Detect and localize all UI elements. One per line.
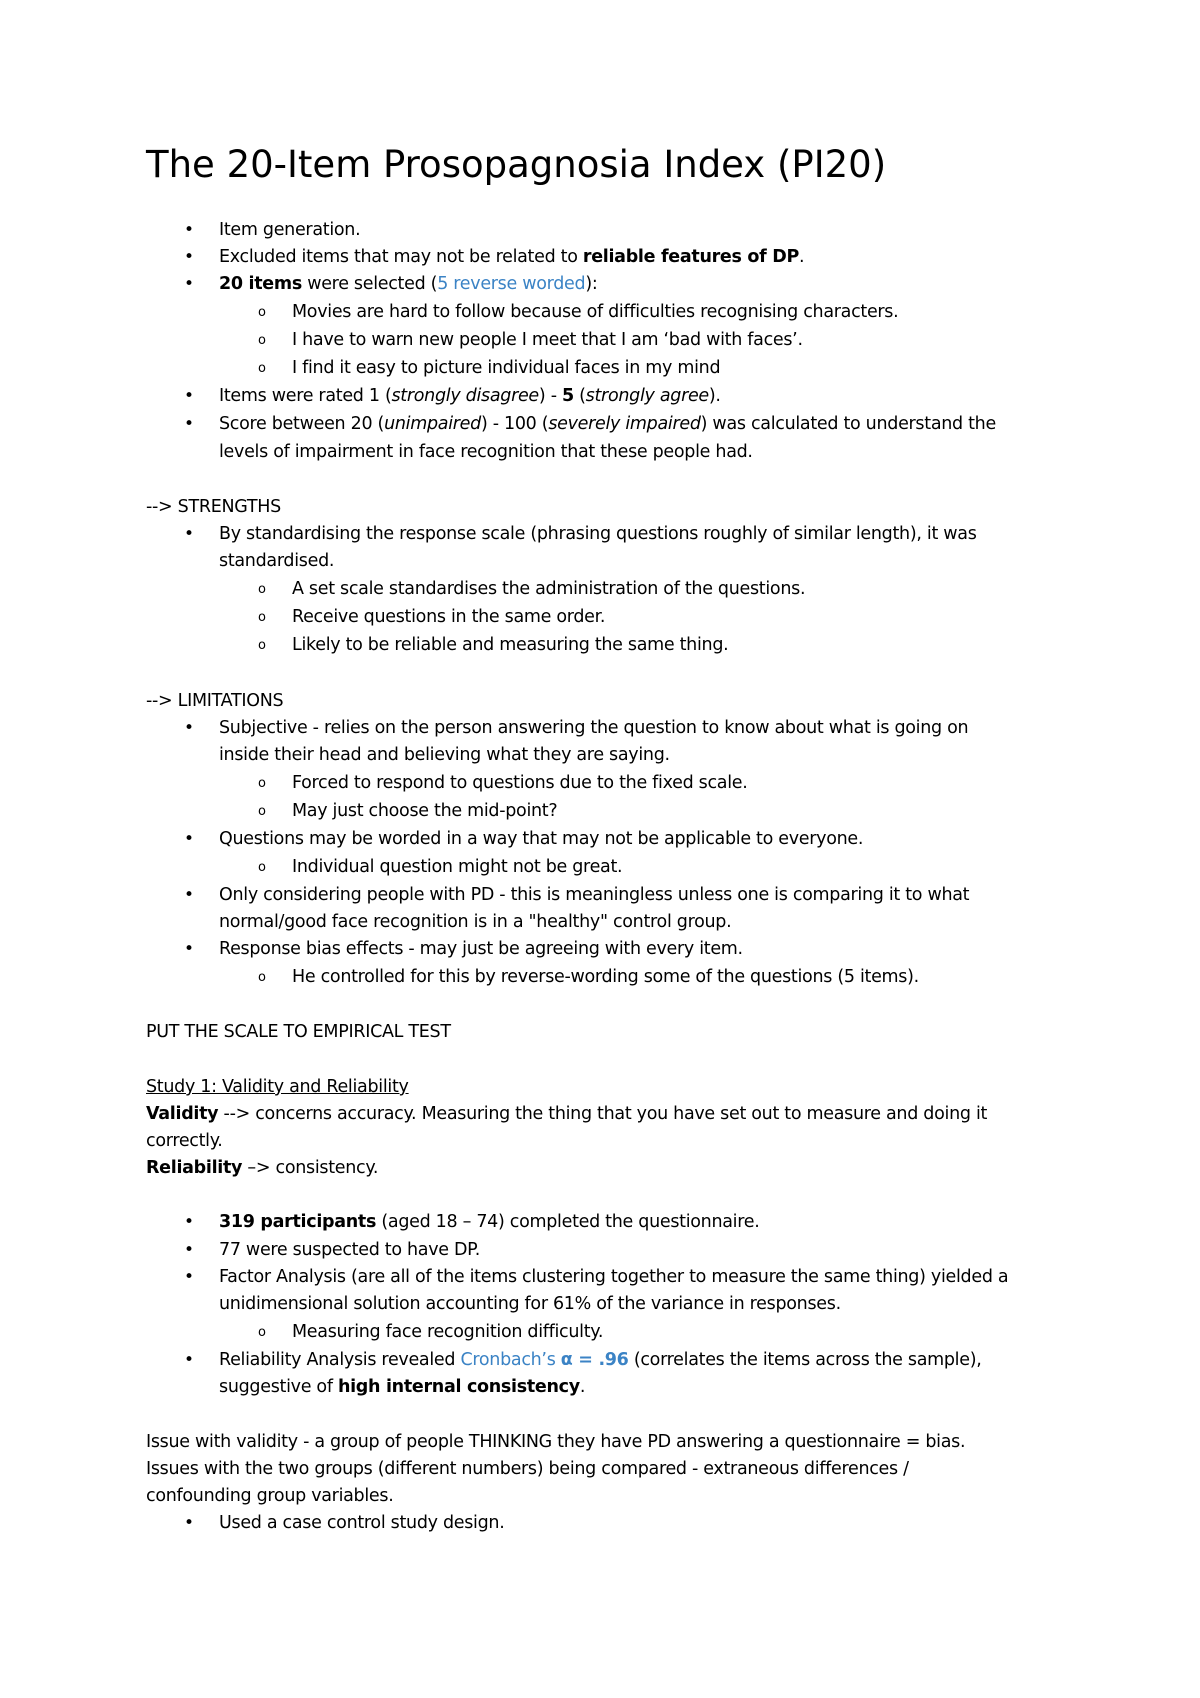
bullet-icon: • (184, 1267, 195, 1287)
list-item: Score between 20 (unimpaired) - 100 (severely impaired) was calculated to understand the (219, 414, 996, 434)
list-item: Item generation. (219, 220, 361, 240)
bullet-icon: • (184, 1212, 195, 1232)
list-item: 319 participants (aged 18 – 74) completed the questionnaire. (219, 1212, 760, 1232)
list-item: Questions may be worded in a way that may not be applicable to everyone. (219, 829, 864, 849)
sub-list-item: A set scale standardises the administration of the questions. (292, 579, 806, 599)
list-item: Items were rated 1 (strongly disagree) - 5 (strongly agree). (219, 386, 721, 406)
strengths-heading: --> STRENGTHS (146, 497, 281, 517)
page-title: The 20-Item Prosopagnosia Index (PI20) (146, 143, 887, 186)
sub-list-item: Individual question might not be great. (292, 857, 623, 877)
bullet-icon: • (184, 274, 195, 294)
circle-bullet-icon: o (258, 804, 266, 819)
reliability-definition: Reliability –> consistency. (146, 1158, 379, 1178)
circle-bullet-icon: o (258, 610, 266, 625)
list-item: Reliability Analysis revealed Cronbach’s α = .96 (correlates the items across the sample), (219, 1350, 982, 1370)
list-item: Subjective - relies on the person answering the question to know about what is going on (219, 718, 969, 738)
list-item-continuation: normal/good face recognition is in a "healthy" control group. (219, 912, 732, 932)
circle-bullet-icon: o (258, 1325, 266, 1340)
sub-list-item: Forced to respond to questions due to the fixed scale. (292, 773, 748, 793)
bullet-icon: • (184, 386, 195, 406)
list-item: Response bias effects - may just be agreeing with every item. (219, 939, 743, 959)
circle-bullet-icon: o (258, 970, 266, 985)
paragraph: Issue with validity - a group of people THINKING they have PD answering a questionnaire = bias. (146, 1432, 966, 1452)
bullet-icon: • (184, 524, 195, 544)
sub-list-item: He controlled for this by reverse-wording some of the questions (5 items). (292, 967, 919, 987)
limitations-heading: --> LIMITATIONS (146, 691, 284, 711)
sub-list-item: Likely to be reliable and measuring the same thing. (292, 635, 729, 655)
list-item: Excluded items that may not be related to reliable features of DP. (219, 247, 805, 267)
paragraph-continuation: confounding group variables. (146, 1486, 394, 1506)
sub-list-item: Receive questions in the same order. (292, 607, 606, 627)
list-item-continuation: unidimensional solution accounting for 61% of the variance in responses. (219, 1294, 841, 1314)
circle-bullet-icon: o (258, 361, 266, 376)
list-item: By standardising the response scale (phrasing questions roughly of similar length), it was (219, 524, 977, 544)
bullet-icon: • (184, 1350, 195, 1370)
bullet-icon: • (184, 1240, 195, 1260)
sub-list-item: I have to warn new people I meet that I am ‘bad with faces’. (292, 330, 803, 350)
list-item: 77 were suspected to have DP. (219, 1240, 480, 1260)
section-heading: PUT THE SCALE TO EMPIRICAL TEST (146, 1022, 451, 1042)
study-heading: Study 1: Validity and Reliability (146, 1077, 409, 1097)
circle-bullet-icon: o (258, 776, 266, 791)
bullet-icon: • (184, 885, 195, 905)
bullet-icon: • (184, 939, 195, 959)
bullet-icon: • (184, 414, 195, 434)
list-item-continuation: suggestive of high internal consistency. (219, 1377, 586, 1397)
bullet-icon: • (184, 718, 195, 738)
list-item-continuation: inside their head and believing what they are saying. (219, 745, 670, 765)
bullet-icon: • (184, 220, 195, 240)
sub-list-item: Movies are hard to follow because of difficulties recognising characters. (292, 302, 899, 322)
validity-definition: Validity --> concerns accuracy. Measuring the thing that you have set out to measure and doing it (146, 1104, 988, 1124)
list-item-continuation: standardised. (219, 551, 335, 571)
list-item: Used a case control study design. (219, 1513, 505, 1533)
validity-definition-continuation: correctly. (146, 1131, 223, 1151)
paragraph: Issues with the two groups (different numbers) being compared - extraneous differences / (146, 1459, 909, 1479)
bullet-icon: • (184, 829, 195, 849)
circle-bullet-icon: o (258, 333, 266, 348)
sub-list-item: Measuring face recognition difficulty. (292, 1322, 604, 1342)
bullet-icon: • (184, 247, 195, 267)
circle-bullet-icon: o (258, 638, 266, 653)
list-item-continuation: levels of impairment in face recognition that these people had. (219, 442, 753, 462)
sub-list-item: I find it easy to picture individual faces in my mind (292, 358, 721, 378)
circle-bullet-icon: o (258, 582, 266, 597)
bullet-icon: • (184, 1513, 195, 1533)
list-item: Only considering people with PD - this is meaningless unless one is comparing it to what (219, 885, 970, 905)
circle-bullet-icon: o (258, 860, 266, 875)
sub-list-item: May just choose the mid-point? (292, 801, 558, 821)
circle-bullet-icon: o (258, 305, 266, 320)
list-item: Factor Analysis (are all of the items clustering together to measure the same thing) yielded a (219, 1267, 1009, 1287)
list-item: 20 items were selected (5 reverse worded): (219, 274, 598, 294)
